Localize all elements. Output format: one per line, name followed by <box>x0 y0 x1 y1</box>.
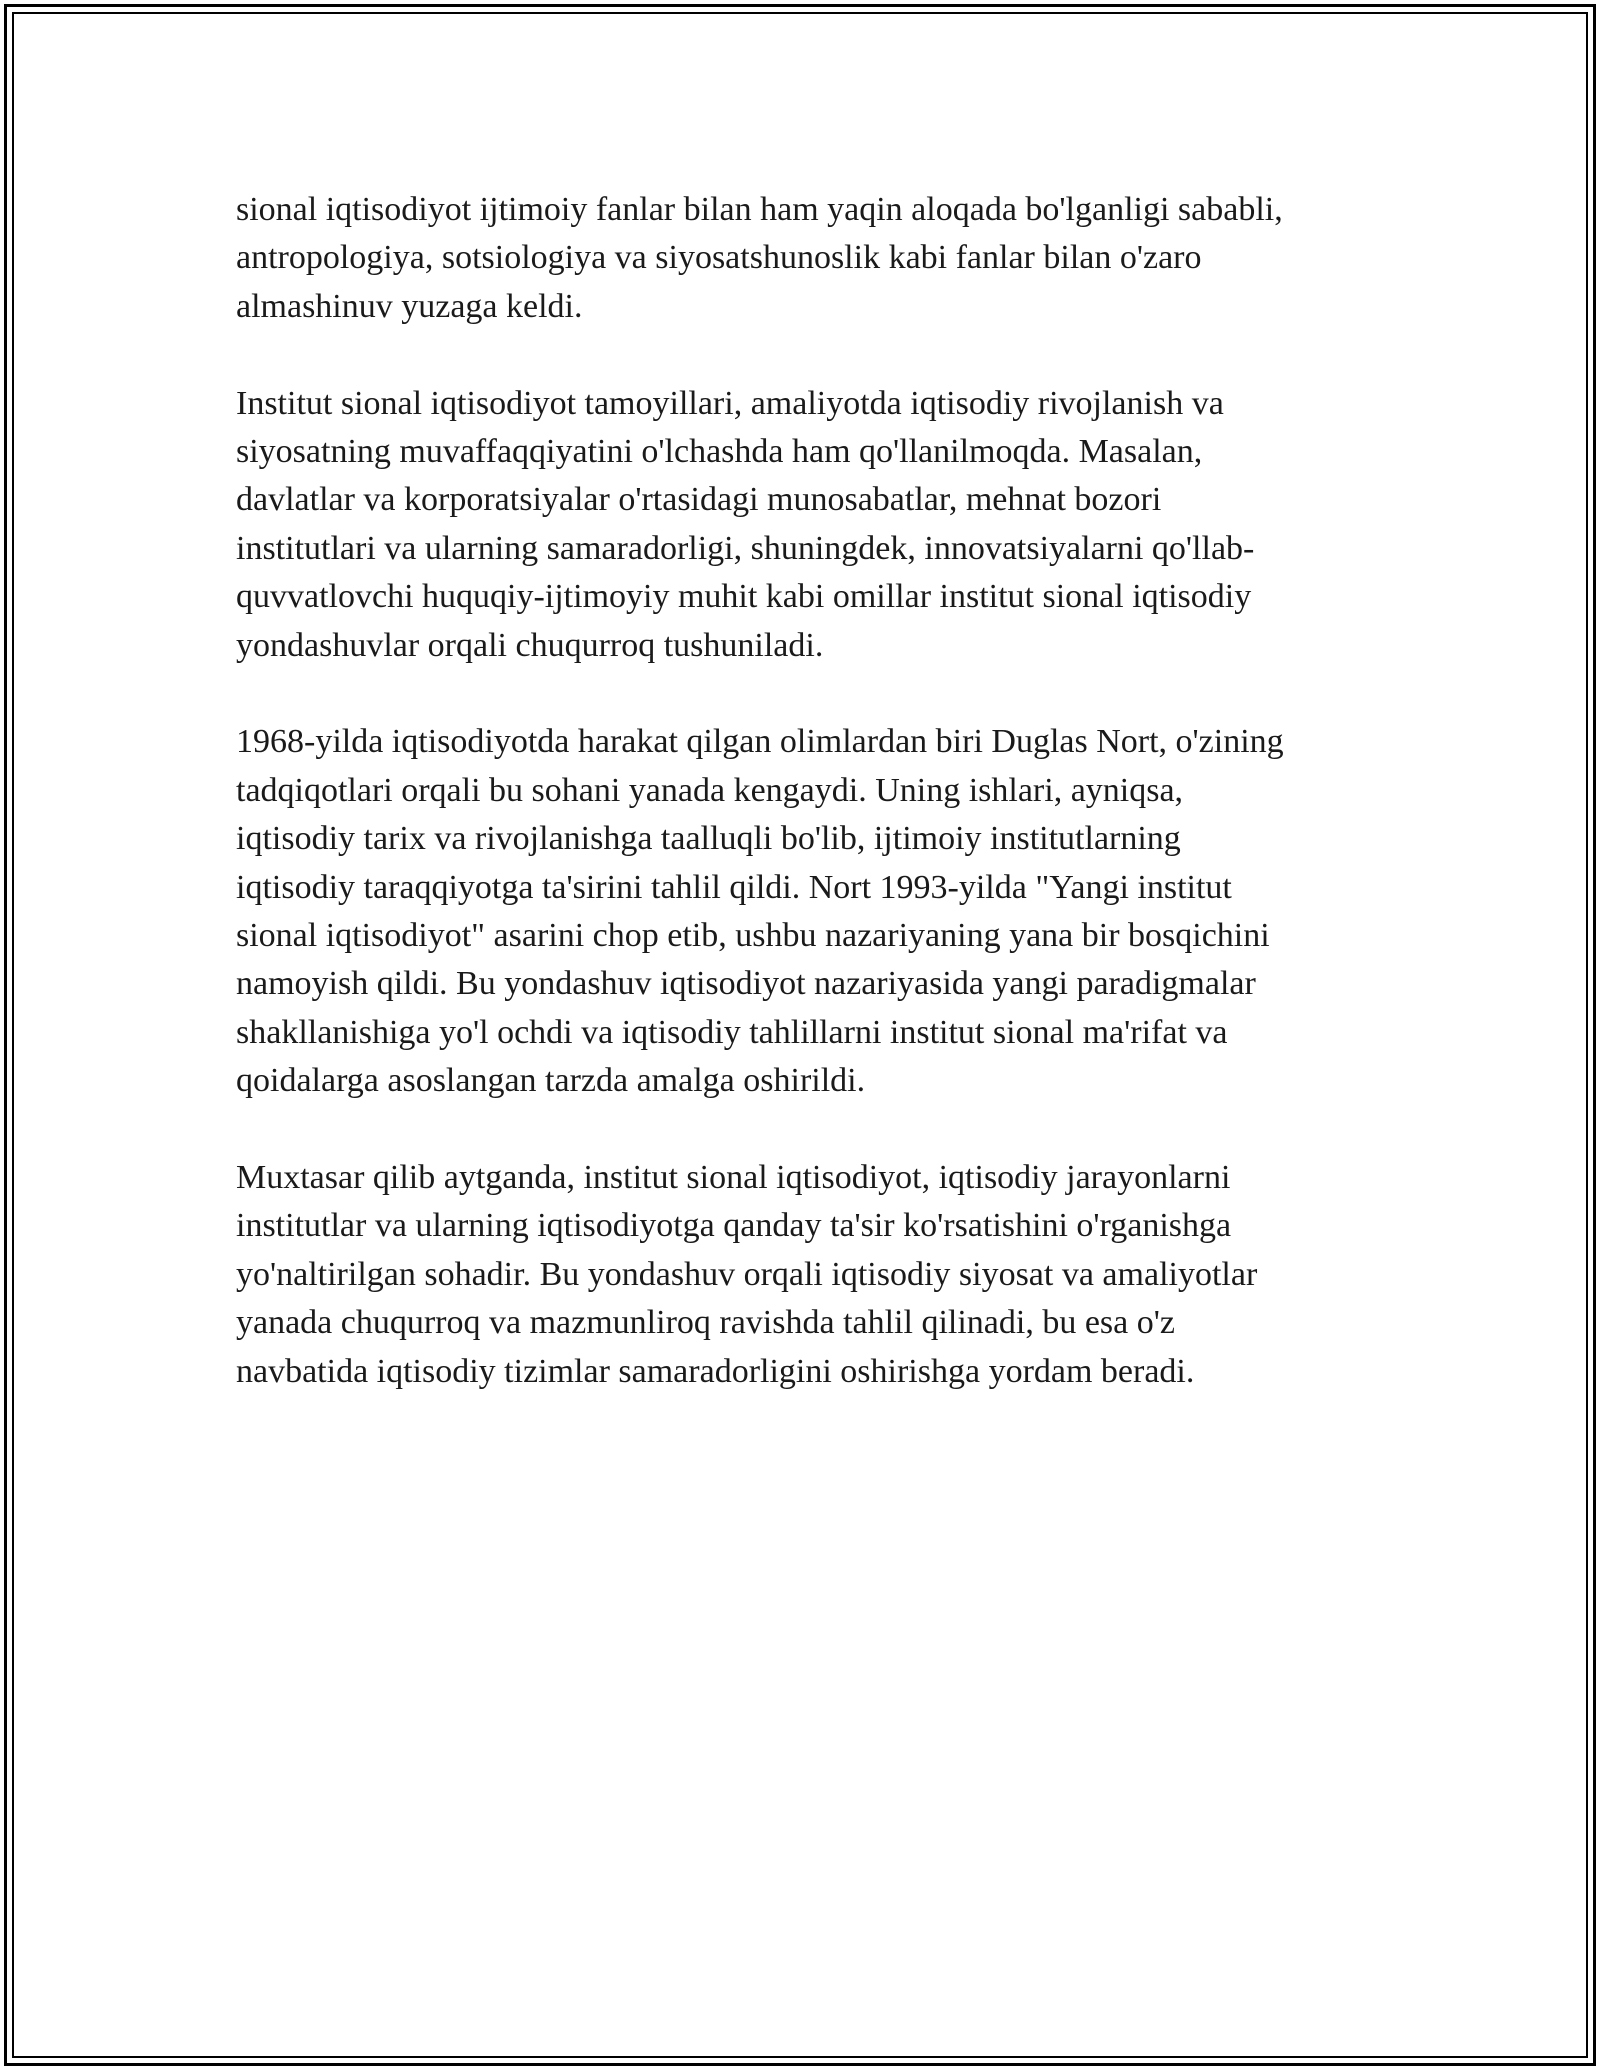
text-line: Muxtasar qilib aytganda, institut sional iqtisodiyot, iqtisodiy jarayonlarni <box>236 1159 1231 1197</box>
text-line: yanada chuqurroq va mazmunliroq ravishda tahlil qilinadi, bu esa o'z <box>236 1304 1175 1342</box>
text-line: navbatida iqtisodiy tizimlar samaradorligini oshirishga yordam beradi. <box>236 1352 1195 1390</box>
text-line: almashinuv yuzaga keldi. <box>236 287 583 325</box>
text-line: 1968-yilda iqtisodiyotda harakat qilgan olimlardan biri Duglas Nort, o'zining <box>236 723 1284 761</box>
text-line: iqtisodiy taraqqiyotga ta'sirini tahlil qildi. Nort 1993-yilda "Yangi institut <box>236 868 1232 906</box>
paragraph-2 <box>236 380 1396 670</box>
document-body <box>236 186 1396 1396</box>
text-line: institutlar va ularning iqtisodiyotga qanday ta'sir ko'rsatishini o'rganishga <box>236 1207 1232 1245</box>
text-line: antropologiya, sotsiologiya va siyosatshunoslik kabi fanlar bilan o'zaro <box>236 239 1202 277</box>
text-line: quvvatlovchi huquqiy-ijtimoyiy muhit kabi omillar institut sional iqtisodiy <box>236 578 1252 616</box>
text-line: tadqiqotlari orqali bu sohani yanada kengaydi. Uning ishlari, ayniqsa, <box>236 771 1184 809</box>
paragraph-1 <box>236 186 1396 331</box>
text-line: namoyish qildi. Bu yondashuv iqtisodiyot nazariyasida yangi paradigmalar <box>236 965 1256 1003</box>
text-line: shakllanishiga yo'l ochdi va iqtisodiy tahlillarni institut sional ma'rifat va <box>236 1013 1228 1051</box>
paragraph-3 <box>236 718 1396 1105</box>
text-line: iqtisodiy tarix va rivojlanishga taalluqli bo'lib, ijtimoiy institutlarning <box>236 820 1181 858</box>
text-line: qoidalarga asoslangan tarzda amalga oshirildi. <box>236 1062 866 1100</box>
text-line: yondashuvlar orqali chuqurroq tushuniladi. <box>236 626 824 664</box>
paragraph-4 <box>236 1154 1396 1396</box>
text-line: siyosatning muvaffaqqiyatini o'lchashda ham qo'llanilmoqda. Masalan, <box>236 433 1203 471</box>
text-line: yo'naltirilgan sohadir. Bu yondashuv orqali iqtisodiy siyosat va amaliyotlar <box>236 1255 1258 1293</box>
text-line: Institut sional iqtisodiyot tamoyillari, amaliyotda iqtisodiy rivojlanish va <box>236 384 1224 422</box>
text-line: sional iqtisodiyot" asarini chop etib, ushbu nazariyaning yana bir bosqichini <box>236 917 1270 955</box>
text-line: institutlari va ularning samaradorligi, shuningdek, innovatsiyalarni qo'llab- <box>236 529 1255 567</box>
text-line: sional iqtisodiyot ijtimoiy fanlar bilan ham yaqin aloqada bo'lganligi sababli, <box>236 191 1283 228</box>
text-line: davlatlar va korporatsiyalar o'rtasidagi munosabatlar, mehnat bozori <box>236 481 1162 519</box>
